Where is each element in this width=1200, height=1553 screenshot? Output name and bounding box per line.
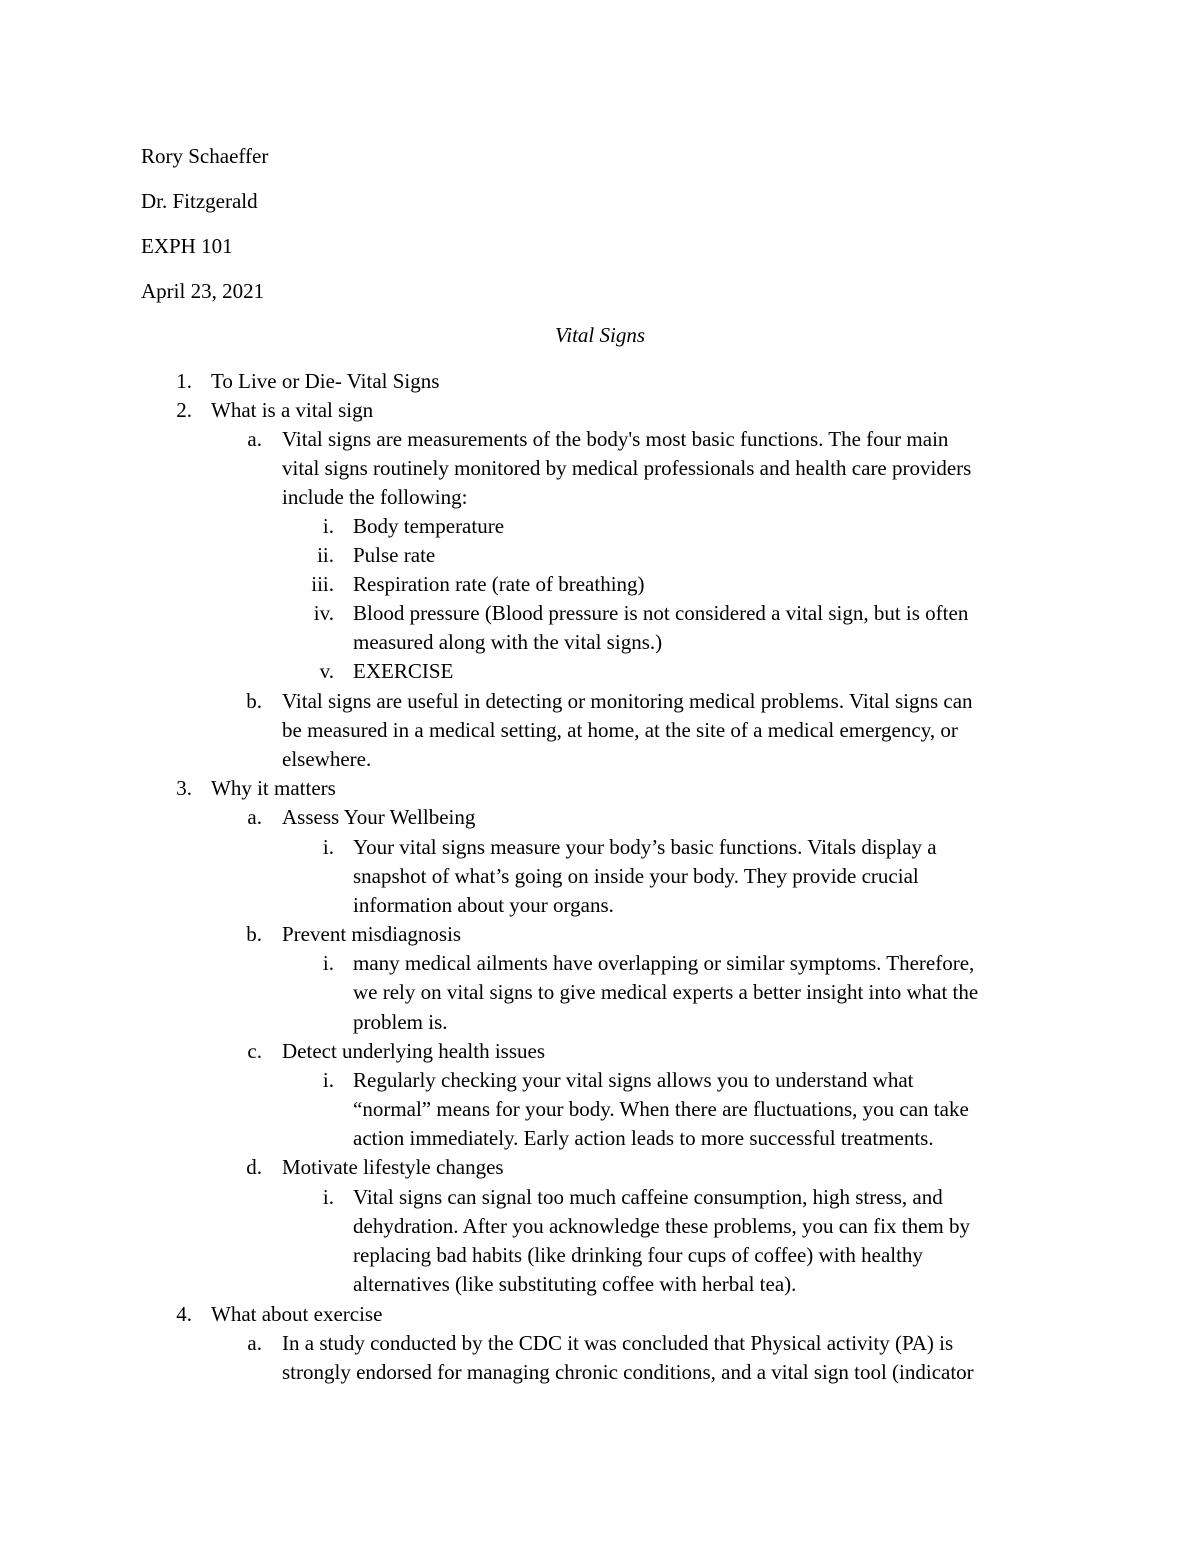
paragraph-line: In a study conducted by the CDC it was concluded that Physical activity (PA) is — [282, 1331, 954, 1355]
paragraph-line: strongly endorsed for managing chronic conditions, and a vital sign tool (indicator — [282, 1360, 974, 1384]
list-item: What about exercise — [211, 1302, 383, 1326]
list-item: Prevent misdiagnosis — [282, 922, 462, 946]
list-marker: c. — [247, 1039, 262, 1063]
list-marker: i. — [322, 951, 334, 975]
list-marker: 4. — [176, 1302, 192, 1326]
list-marker: a. — [247, 805, 262, 829]
list-marker: a. — [247, 1331, 262, 1355]
list-marker: i. — [322, 514, 334, 538]
paragraph-line: Your vital signs measure your body’s basic functions. Vitals display a — [353, 835, 937, 859]
paragraph-line: Vital signs are useful in detecting or monitoring medical problems. Vital signs can — [282, 689, 973, 713]
paragraph-line: elsewhere. — [282, 747, 372, 771]
list-marker: iv. — [313, 601, 334, 625]
paragraph-line: action immediately. Early action leads to more successful treatments. — [353, 1126, 934, 1150]
list-item: Pulse rate — [353, 543, 436, 567]
paragraph-line: we rely on vital signs to give medical experts a better insight into what the — [353, 980, 979, 1004]
course-code: EXPH 101 — [141, 234, 233, 258]
list-item: Motivate lifestyle changes — [282, 1155, 504, 1179]
paragraph-line: information about your organs. — [353, 893, 614, 917]
list-item: Body temperature — [353, 514, 505, 538]
document-date: April 23, 2021 — [141, 279, 265, 303]
list-marker: d. — [246, 1155, 262, 1179]
list-marker: i. — [322, 835, 334, 859]
list-item: Assess Your Wellbeing — [282, 805, 476, 829]
paragraph-line: be measured in a medical setting, at home, at the site of a medical emergency, or — [282, 718, 958, 742]
paragraph-line: vital signs routinely monitored by medical professionals and health care providers — [282, 456, 972, 480]
author-name: Rory Schaeffer — [141, 144, 269, 168]
list-item: Why it matters — [211, 776, 336, 800]
paragraph-line: snapshot of what’s going on inside your body. They provide crucial — [353, 864, 919, 888]
list-marker: 1. — [176, 369, 192, 393]
paragraph-line: many medical ailments have overlapping or similar symptoms. Therefore, — [353, 951, 975, 975]
list-marker: b. — [246, 689, 262, 713]
list-marker: i. — [322, 1068, 334, 1092]
list-marker: iii. — [311, 572, 334, 596]
paragraph-line: problem is. — [353, 1010, 448, 1034]
paragraph-line: measured along with the vital signs.) — [353, 630, 663, 654]
list-marker: ii. — [317, 543, 334, 567]
paragraph-line: “normal” means for your body. When there are fluctuations, you can take — [353, 1097, 969, 1121]
paragraph-line: include the following: — [282, 485, 468, 509]
paragraph-line: Vital signs can signal too much caffeine consumption, high stress, and — [353, 1185, 943, 1209]
document-title: Vital Signs — [554, 323, 646, 347]
list-marker: 2. — [176, 398, 192, 422]
list-item: EXERCISE — [353, 659, 454, 683]
list-item: Detect underlying health issues — [282, 1039, 546, 1063]
paragraph-line: alternatives (like substituting coffee with herbal tea). — [353, 1272, 797, 1296]
list-marker: b. — [246, 922, 262, 946]
list-marker: i. — [322, 1185, 334, 1209]
list-marker: a. — [247, 427, 262, 451]
paragraph-line: dehydration. After you acknowledge these problems, you can fix them by — [353, 1214, 970, 1238]
list-item: What is a vital sign — [211, 398, 374, 422]
list-item: To Live or Die- Vital Signs — [211, 369, 440, 393]
instructor-name: Dr. Fitzgerald — [141, 189, 258, 213]
paragraph-line: replacing bad habits (like drinking four cups of coffee) with healthy — [353, 1243, 923, 1267]
paragraph-line: Blood pressure (Blood pressure is not considered a vital sign, but is often — [353, 601, 969, 625]
list-item: Respiration rate (rate of breathing) — [353, 572, 645, 596]
paragraph-line: Regularly checking your vital signs allows you to understand what — [353, 1068, 914, 1092]
list-marker: 3. — [176, 776, 192, 800]
list-marker: v. — [319, 659, 334, 683]
paragraph-line: Vital signs are measurements of the body's most basic functions. The four main — [282, 427, 949, 451]
